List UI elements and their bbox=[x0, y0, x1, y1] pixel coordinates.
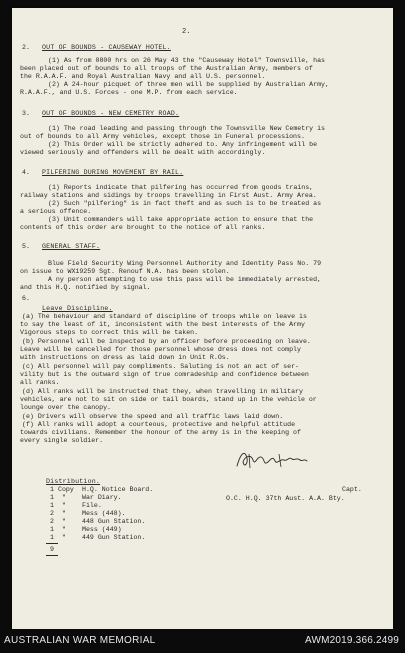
paragraph-line: Leave will be cancelled for those personnel whose dress does not comply bbox=[20, 346, 301, 353]
distribution-unit: " bbox=[62, 502, 66, 509]
paragraph-line: viewed seriously and offenders will be dealt with accordingly. bbox=[20, 149, 266, 156]
section-number: 5. bbox=[22, 243, 30, 250]
distribution-unit: " bbox=[62, 534, 66, 541]
signature-title: O.C. H.Q. 37th Aust. A.A. Bty. bbox=[226, 495, 345, 502]
paragraph-line: with instructions on dress as laid down in Unit R.Os. bbox=[20, 354, 230, 361]
distribution-unit: " bbox=[62, 518, 66, 525]
paragraph-line: Blue Field Security Wing Personnel Authority and Identity Pass No. 79 bbox=[48, 260, 322, 267]
distribution-qty: 1 bbox=[50, 494, 54, 501]
section-number: 4. bbox=[22, 169, 30, 176]
handwritten-signature bbox=[235, 448, 315, 472]
footer-accession-number: AWM2019.366.2499 bbox=[304, 635, 399, 646]
distribution-qty: 1 bbox=[50, 502, 54, 509]
paragraph-line: railway stations and sidings by troops travelling in First Aust. Army Area. bbox=[20, 192, 317, 199]
paragraph-line: contents of this order are brought to the notice of all ranks. bbox=[20, 224, 266, 231]
paragraph-line: to say the least of it, inconsistent with the best interests of the Army bbox=[20, 321, 305, 328]
paragraph-line: (a) The behaviour and standard of discipline of troops while on leave is bbox=[22, 313, 307, 320]
paragraph-line: (2) Such "pilfering" is in fact theft and as such is to be treated as bbox=[48, 200, 322, 207]
document-page bbox=[12, 8, 393, 629]
distribution-unit: " bbox=[62, 526, 66, 533]
paragraph-line: on issue to WX19259 Sgt. Renouf N.A. has been stolen. bbox=[20, 268, 230, 275]
distribution-qty: 1 bbox=[50, 534, 54, 541]
distribution-item: War Diary. bbox=[82, 494, 122, 501]
distribution-qty: 1 bbox=[50, 526, 54, 533]
section-number: 6. bbox=[22, 295, 30, 302]
section-heading: Leave Discipline. bbox=[42, 305, 113, 312]
paragraph-line: (3) Unit commanders will take appropriate action to ensure that the bbox=[48, 216, 314, 223]
paragraph-line: out of bounds to all Army vehicles, except those in Funeral processions. bbox=[20, 133, 305, 140]
distribution-item: Mess (448). bbox=[82, 510, 126, 517]
distribution-qty: 2 bbox=[50, 510, 54, 517]
paragraph-line: (1) As from 0800 hrs on 26 May 43 the "Causeway Hotel" Townsville, has bbox=[48, 57, 325, 64]
paragraph-line: a serious offence. bbox=[20, 208, 92, 215]
paragraph-line: vehicles, are not to sit on side or tail boards, stand up in the vehicle or bbox=[20, 396, 317, 403]
distribution-unit: Copy bbox=[58, 486, 74, 493]
paragraph-line: (1) Reports indicate that pilfering has occurred from goods trains, bbox=[48, 184, 314, 191]
paragraph-line: the R.A.A.F. and Royal Australian Navy and all U.S. personnel. bbox=[20, 73, 266, 80]
paragraph-line: all ranks. bbox=[20, 379, 60, 386]
paragraph-line: (2) A 24-hour picquet of three men will be supplied by Australian Army, bbox=[48, 81, 329, 88]
paragraph-line: Vigorous steps to correct this will be taken. bbox=[20, 329, 199, 336]
paragraph-line: every single soldier. bbox=[20, 437, 104, 444]
section-heading: OUT OF BOUNDS - NEW CEMETRY ROAD. bbox=[42, 110, 180, 117]
section-number: 3. bbox=[22, 110, 30, 117]
signature-rank: Capt. bbox=[342, 486, 362, 493]
paragraph-line: (c) All personnel will pay compliments. Saluting is not an act of ser- bbox=[22, 363, 299, 370]
page-number: 2. bbox=[182, 28, 191, 36]
paragraph-line: (d) All ranks will be instructed that they, when travelling in military bbox=[22, 388, 303, 395]
paragraph-line: vility but is the outward sign of true comradeship and confidence between bbox=[20, 371, 309, 378]
paragraph-line: and this H.Q. notified by signal. bbox=[20, 284, 151, 291]
distribution-item: Mess (449) bbox=[82, 526, 122, 533]
section-heading: OUT OF BOUNDS - CAUSEWAY HOTEL. bbox=[42, 44, 171, 51]
paragraph-line: been placed out of bounds to all troops of the Australian Army, members of bbox=[20, 65, 313, 72]
distribution-total: 9 bbox=[50, 546, 54, 553]
section-number: 2. bbox=[22, 44, 30, 51]
distribution-unit: " bbox=[62, 510, 66, 517]
section-heading: PILFERING DURING MOVEMENT BY RAIL. bbox=[42, 169, 184, 176]
paragraph-line: (b) Personnel will be inspected by an officer before proceeding on leave. bbox=[22, 338, 311, 345]
distribution-item: 448 Gun Station. bbox=[82, 518, 146, 525]
paragraph-line: (e) Drivers will observe the speed and all traffic laws laid down. bbox=[22, 413, 284, 420]
paragraph-line: (1) The road leading and passing through the Townsville New Cemetry is bbox=[48, 125, 325, 132]
distribution-item: 449 Gun Station. bbox=[82, 534, 146, 541]
total-rule-top bbox=[46, 543, 58, 544]
archive-footer bbox=[0, 629, 405, 653]
distribution-item: File. bbox=[82, 502, 102, 509]
section-heading: GENERAL STAFF. bbox=[42, 243, 101, 250]
distribution-qty: 2 bbox=[50, 518, 54, 525]
distribution-heading: Distribution. bbox=[46, 478, 101, 485]
total-rule-bottom bbox=[46, 555, 58, 556]
distribution-item: H.Q. Notice Board. bbox=[82, 486, 154, 493]
paragraph-line: (2) This Order will be strictly adhered to. Any infringement will be bbox=[48, 141, 318, 148]
distribution-qty: 1 bbox=[50, 486, 54, 493]
paragraph-line: R.A.A.F., and U.S. Forces - one M.P. from each service. bbox=[20, 89, 238, 96]
footer-institution: AUSTRALIAN WAR MEMORIAL bbox=[4, 635, 156, 646]
paragraph-line: lounge over the canopy. bbox=[20, 404, 112, 411]
paragraph-line: towards civilians. Remember the honour of the army is in the keeping of bbox=[20, 429, 301, 436]
paragraph-line: A ny person attempting to use this pass will be immediately arrested, bbox=[48, 276, 322, 283]
paragraph-line: (f) All ranks will adopt a courteous, protective and helpful attitude bbox=[22, 421, 296, 428]
distribution-unit: " bbox=[62, 494, 66, 501]
